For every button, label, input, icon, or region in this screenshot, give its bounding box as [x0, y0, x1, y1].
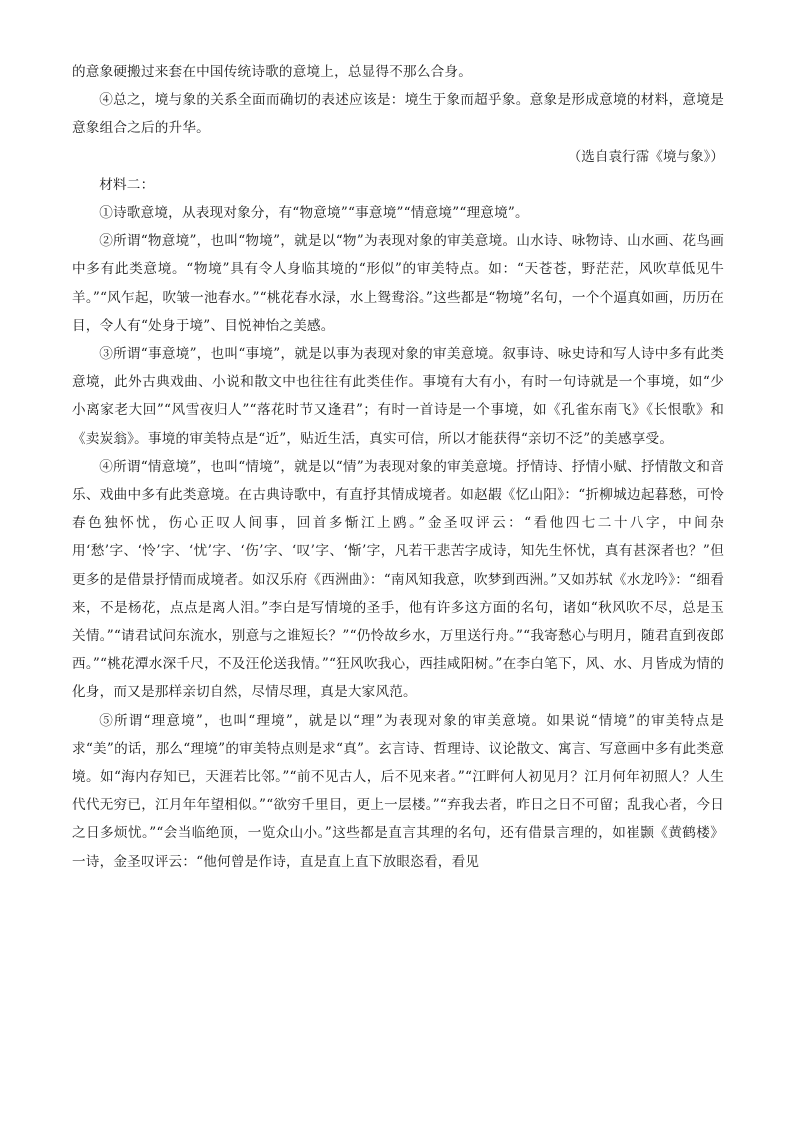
source-citation: （选自袁行霈《境与象》）	[567, 148, 724, 165]
document-page	[72, 58, 724, 876]
paragraph-4: ④所谓“情意境”，也叫“情境”，就是以“情”为表现对象的审美意境。抒情诗、抒情小赋、抒情散文和音乐、戏曲中多有此类意境。在古典诗歌中，有直抒其情成境者。如赵嘏《忆山阳》：“折柳城边起暮愁，可怜春色独怀忧，伤心正叹人间事，回首多惭江上鸥。”金圣叹评云：“看他四七二十八字，中间杂用‘愁’字、‘怜’字、‘忧’字、‘伤’字、‘叹’字、‘惭’字，凡若干悲苦字成诗，知先生怀忧，真有甚深者也？”但更多的是借景抒情而成境者。如汉乐府《西洲曲》：“南风知我意，吹梦到西洲。”又如苏轼《水龙吟》：“细看来，不是杨花，点点是离人泪。”李白是写情境的圣手，他有许多这方面的名句，诸如“秋风吹不尽，总是玉关情。”“请君试问东流水，别意与之谁短长？”“仍怜故乡水，万里送行舟。”“我寄愁心与明月，随君直到夜郎西。”“桃花潭水深千尺，不及汪伦送我情。”“狂风吹我心，西挂咸阳树。”在李白笔下，风、水、月皆成为情的化身，而又是那样亲切自然，尽情尽理，真是大家风范。	[72, 458, 724, 701]
paragraph-continuation: 的意象硬搬过来套在中国传统诗歌的意境上，总显得不那么合身。	[72, 64, 473, 80]
paragraph-3: ③所谓“事意境”，也叫“事境”，就是以事为表现对象的审美意境。叙事诗、咏史诗和写人诗中多有此类意境，此外古典戏曲、小说和散文中也往往有此类佳作。事境有大有小，有时一句诗就是一个事境，如“少小离家老大回”“风雪夜归人”“落花时节又逢君”；有时一首诗是一个事境，如《孔雀东南飞》《长恨歌》和《卖炭翁》。事境的审美特点是“近”，贴近生活，真实可信，所以才能获得“亲切不泛”的美感享受。	[72, 346, 724, 447]
paragraph-conclusion: ④总之，境与象的关系全面而确切的表述应该是：境生于象而超乎象。意象是形成意境的材料，意境是意象组合之后的升华。	[72, 92, 724, 137]
paragraph-5: ⑤所谓“理意境”，也叫“理境”，就是以“理”为表现对象的审美意境。如果说“情境”的审美特点是求“美”的话，那么“理境”的审美特点则是求“真”。玄言诗、哲理诗、议论散文、寓言、写意画中多有此类意境。如“海内存知已，天涯若比邻。”“前不见古人，后不见来者。”“江畔何人初见月？江月何年初照人？人生代代无穷已，江月年年望相似。”“欲穷千里目，更上一层楼。”“弃我去者，昨日之日不可留；乱我心者，今日之日多烦忧。”“会当临绝顶，一览众山小。”这些都是直言其理的名句，还有借景言理的，如崔颢《黄鹤楼》一诗，金圣叹评云：“他何曾是作诗，直是直上直下放眼恣看，看见	[72, 712, 724, 870]
paragraph-2: ②所谓“物意境”，也叫“物境”，就是以“物”为表现对象的审美意境。山水诗、咏物诗、山水画、花鸟画中多有此类意境。“物境”具有令人身临其境的“形似”的审美特点。如：“天苍苍，野茫茫，风吹草低见牛羊。”“风乍起，吹皱一池春水。”“桃花春水渌，水上鸳鸯浴。”这些都是“物境”名句，一个个逼真如画，历历在目，令人有“处身于境”、目悦神怡之美感。	[72, 233, 724, 334]
paragraph-1: ①诗歌意境，从表现对象分，有“物意境”“事意境”“情意境”“理意境”。	[99, 205, 529, 222]
material-title: 材料二：	[99, 176, 155, 193]
